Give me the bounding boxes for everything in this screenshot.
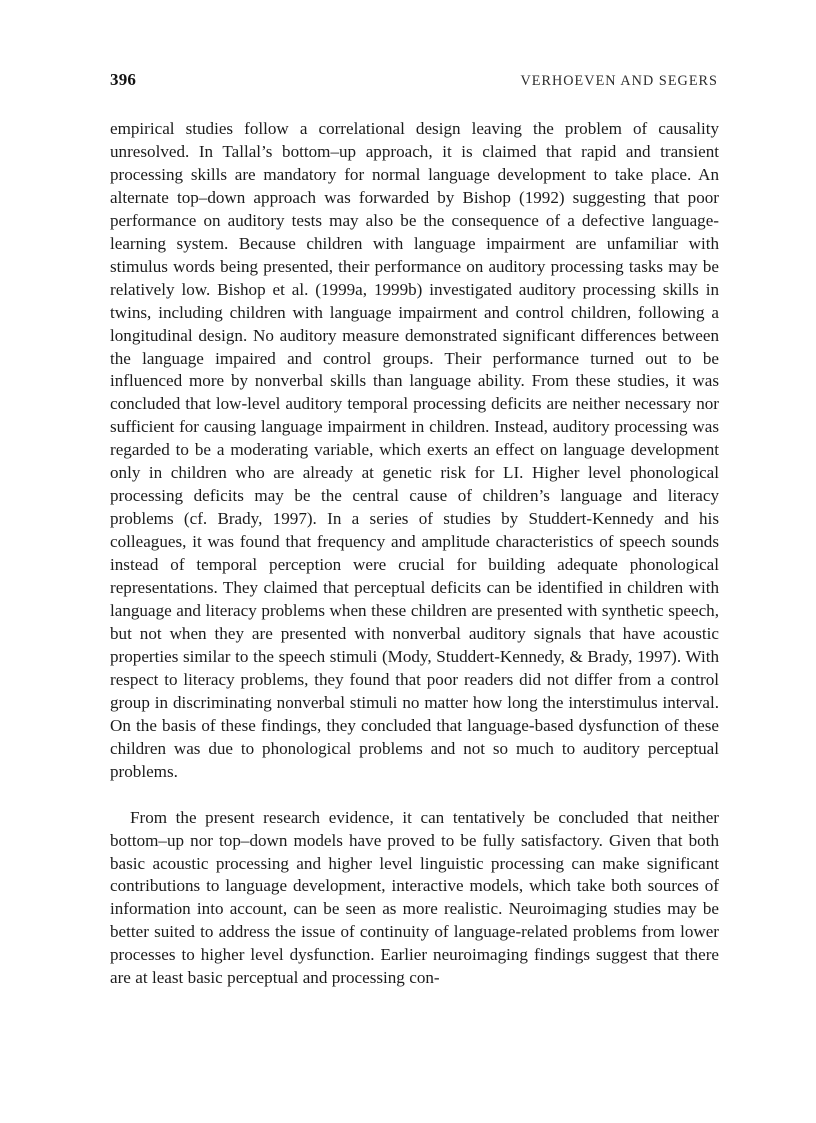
running-head-title: VERHOEVEN AND SEGERS [520,73,718,89]
paragraph-2: From the present research evidence, it can tentatively be concluded that neither bottom–up nor top–down models have proved to be fully satisfactory. Given that both basic acoustic processing and higher level linguistic processing can make significant contributions to language development, interactive models, which take both sources of information into account, can be seen as more realistic. Neuroimaging studies may be better suited to address the issue of continuity of language-related problems from lower processes to higher level dysfunction. Earlier neuroimaging findings suggest that there are at least basic perceptual and processing con- [110,807,719,988]
body-text-column [110,118,719,990]
page-header [110,70,718,94]
page-number: 396 [110,70,137,89]
paragraph-1: empirical studies follow a correlational design leaving the problem of causality unresolved. In Tallal’s bottom–up approach, it is claimed that rapid and transient processing skills are mandatory for normal language development to take place. An alternate top–down approach was forwarded by Bishop (1992) suggesting that poor performance on auditory tests may also be the consequence of a defective language-learning system. Because children with language impairment are unfamiliar with stimulus words being presented, their performance on auditory processing tasks may be relatively low. Bishop et al. (1999a, 1999b) investigated auditory processing skills in twins, including children with language impairment and control children, following a longitudinal design. No auditory measure demonstrated significant differences between the language impaired and control groups. Their performance turned out to be influenced more by nonverbal skills than language ability. From these studies, it was concluded that low-level auditory temporal processing deficits are neither necessary nor sufficient for causing language impairment in children. Instead, auditory processing was regarded to be a moderating variable, which exerts an effect on language development only in children who are already at genetic risk for LI. Higher level phonological processing deficits may be the central cause of children’s language and literacy problems (cf. Brady, 1997). In a series of studies by Studdert-Kennedy and his colleagues, it was found that frequency and amplitude characteristics of speech sounds instead of temporal perception were crucial for building adequate phonological representations. They claimed that perceptual deficits can be identified in children with language and literacy problems when these children are presented with synthetic speech, but not when they are presented with nonverbal auditory signals that have acoustic properties similar to the speech stimuli (Mody, Studdert-Kennedy, & Brady, 1997). With respect to literacy problems, they found that poor readers did not differ from a control group in discriminating nonverbal stimuli no matter how long the interstimulus interval. On the basis of these findings, they concluded that language-based dysfunction of these children was due to phonological problems and not so much to auditory perceptual problems. [110,119,719,781]
